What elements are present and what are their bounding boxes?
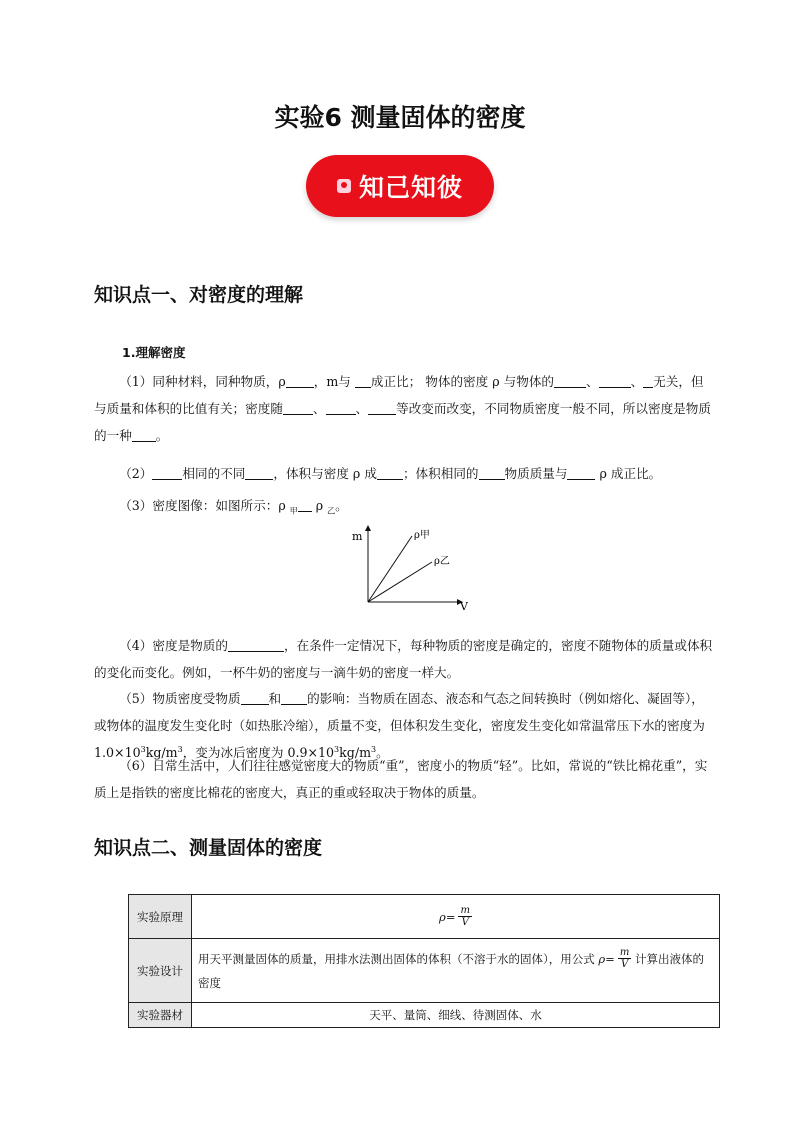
y-axis-label: m	[352, 530, 363, 543]
section-heading-1: 知识点一、对密度的理解	[94, 284, 304, 306]
section-heading-2: 知识点二、测量固体的密度	[94, 837, 323, 859]
badge-icon	[337, 179, 351, 193]
paragraph-6: （6）日常生活中，人们往往感觉密度大的物质“重”，密度小的物质“轻”。比如，常说的“铁比棉花重”，实质上是指铁的密度比棉花的密度大，真正的重或轻取决于物体的质量。	[94, 758, 708, 800]
principle-formula: ρ = $\frac{m}{V}$	[192, 895, 720, 939]
row-label: 实验器材	[129, 1003, 192, 1028]
sub-heading: 1.理解密度	[122, 345, 186, 360]
line-yi	[368, 562, 432, 602]
equipment-list: 天平、量筒、细线、待测固体、水	[192, 1003, 720, 1028]
page-title: 实验6 测量固体的密度	[274, 103, 526, 132]
paragraph-3: （3）密度图像：如图所示：ρ $_甲$ ρ $_乙$。	[119, 498, 348, 516]
table-row	[129, 895, 720, 939]
density-graph	[340, 520, 480, 612]
table-row	[129, 939, 720, 1003]
section-badge	[306, 155, 494, 217]
row-label: 实验原理	[129, 895, 192, 939]
paragraph-4: （4）密度是物质的 ，在条件一定情况下，每种物质的密度是确定的，密度不随物体的质量或体积的变化而变化。例如，一杯牛奶的密度与一滴牛奶的密度一样大。	[94, 638, 713, 680]
paragraph-5: （5）物质密度受物质 和 的影响：当物质在固态、液态和气态之间转换时（例如熔化、凝固等），或物体的温度发生变化时（如热胀冷缩），质量不变，但体积发生变化，密度发生变化如常温常压下水的密度为 $1.0\times 10^3kg/m^3$，变为冰后密度为 $0.9\times 10^3kg/m^3$。	[94, 691, 705, 760]
x-axis-label: V	[460, 600, 468, 612]
line-jia-label: ρ甲	[414, 530, 430, 541]
paragraph-1: （1）同种材料，同种物质，ρ ，m与 成正比； 物体的密度 ρ 与物体的 、 、 无关，但与质量和体积的比值有关；密度随 、 、 等改变而改变，不同物质密度一般不同，所以密度是物质的一种 。	[94, 374, 711, 443]
experiment-table	[128, 894, 720, 1028]
design-text: 用天平测量固体的质量，用排水法测出固体的体积（不溶于水的固体），用公式 ρ = $\frac{m}{V}$ 计算出液体的密度	[192, 939, 720, 1003]
row-label: 实验设计	[129, 939, 192, 1003]
paragraph-2: （2） 相同的不同 ，体积与密度 ρ 成 ；体积相同的 物质质量与 ρ 成正比。	[119, 466, 662, 481]
badge-label: 知己知彼	[358, 173, 463, 202]
line-yi-label: ρ乙	[434, 556, 450, 567]
table-row	[129, 1003, 720, 1028]
line-jia	[368, 536, 412, 602]
